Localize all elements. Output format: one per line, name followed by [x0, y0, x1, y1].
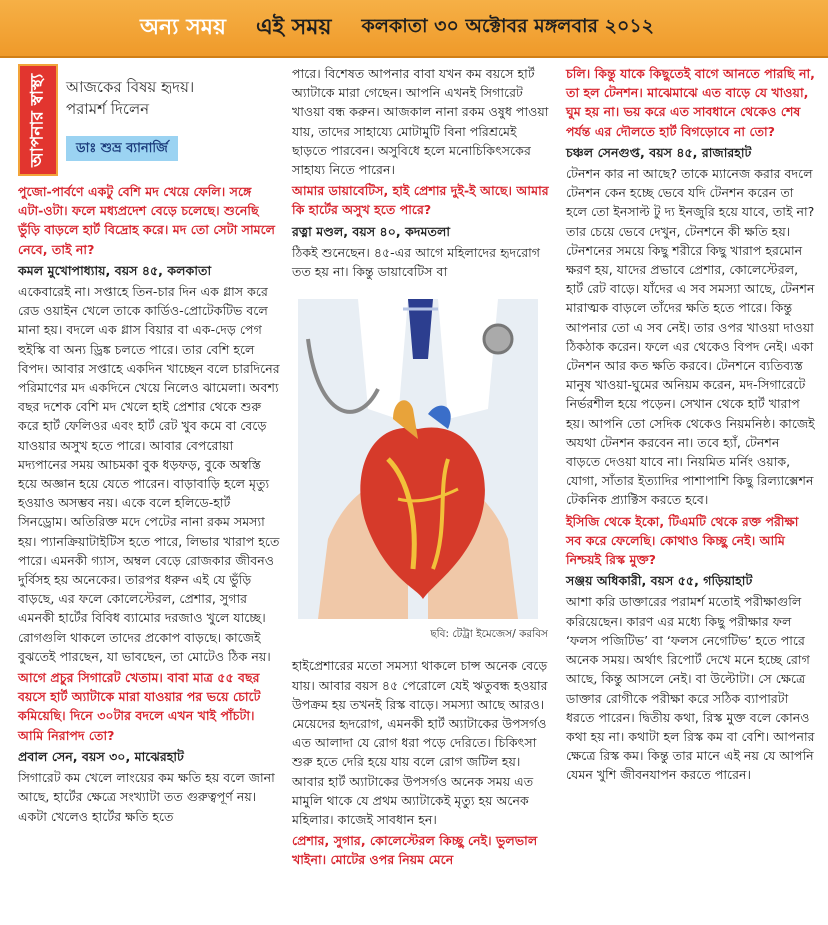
column-1-body [18, 182, 280, 826]
answer-text: আশা করি ডাক্তারের পরামর্শ মতোই পরীক্ষাগুলি করিয়েছেন। কারণ এর মধ্যে কিছু পরীক্ষার ফল ‘ফলস পজিটিভ’ বা ‘ফলস নেগেটিভ’ হতে পারে অনেক সময়। অর্থাৎ রিপোর্ট দেখে মনে হচ্ছে রোগ আছে, কিন্তু আসলে নেই। বা উল্টোটা। সে ক্ষেত্রে ডাক্তার রোগীকে পরীক্ষা করে সঠিক ব্যাপারটা ধরতে পারেন। দ্বিতীয় কথা, রিস্ক মুক্ত বলে কোনও কথা হয় না। কথাটা হল রিস্ক কম বা বেশি। আপনার ক্ষেত্রে রিস্ক কম। কিন্তু তার মানে এই নয় যে আপনি যেমন খুশি জীবনযাপন করতে পারেন। [566, 594, 815, 783]
answer-text: হাইপ্রেশারের মতো সমস্যা থাকলে চান্স অনেক বেড়ে যায়। আবার বয়স ৪৫ পেরোলে যেই ঋতুবন্ধ হওয়ার উপক্রম হয় তখনই রিস্ক বাড়ে। সমস্যা আছে আরও। মেয়েদের হৃদরোগ, এমনকী হার্ট অ্যাটাকের উপসর্গও এত আলাদা যে রোগ ধরা পড়ে দেরিতে। চিকিৎসা শুরু হতে দেরি হয়ে যায় বলে রোগ জটিল হয়। আবার হার্ট অ্যাটাকের উপসর্গও অনেক সময় এত মামুলি থাকে যে প্রথম অ্যাটাকেই মৃত্যু হয় অনেক মহিলার। কাজেই সাবধান হন। [292, 658, 548, 828]
topic-block [66, 76, 194, 120]
reader-name: প্রবাল সেন, বয়স ৩০, মাঝেরহাট [18, 748, 184, 764]
question-text: আগে প্রচুর সিগারেট খেতাম। বাবা মাত্র ৫৫ বছর বয়সে হার্ট অ্যাটাকে মারা যাওয়ার পর ভয়ে চোটে কমিয়েছি। দিনে ৩০টার বদলে এখন খাই পাঁচটা। আমি নিরাপদ তো? [18, 670, 261, 743]
topic-line: আজকের বিষয় হৃদয়। [66, 78, 195, 96]
question-text: প্রেশার, সুগার, কোলেস্টেরল কিচ্ছু নেই। ভুলভাল খাইনা। মোটের ওপর নিয়ম মেনে [292, 833, 538, 868]
column-header [18, 64, 280, 176]
column-3-body [566, 64, 816, 785]
reader-name: কমল মুখোপাধ্যায়, বয়স ৪৫, কলকাতা [18, 262, 212, 278]
column-2-top [292, 64, 554, 281]
advice-line: পরামর্শ দিলেন [66, 100, 150, 118]
column-1 [18, 64, 280, 828]
column-title: আপনার স্বাস্থ্য [18, 64, 58, 176]
column-2-bottom [292, 656, 554, 869]
heart-illustration [298, 299, 538, 619]
section-name: অন্য সময় [140, 13, 226, 40]
question-text: পুজো-পার্বণে একটু বেশি মদ খেয়ে ফেলি। সঙ্গে এটা-ওটা। ফলে মধ্যপ্রদেশ বেড়ে চলেছে। শুনেছি ভুঁড়ি বাড়লে হার্ট বিদ্রোহ করে। মদ তো সেটা সামলে নেবে, তাই না? [18, 184, 276, 257]
doctor-name: ডাঃ শুভ্র ব্যানার্জি [66, 136, 178, 161]
photo-credit: ছবি: টেট্রা ইমেজেস/ করবিস [430, 628, 548, 641]
reader-name: রত্না মণ্ডল, বয়স ৪০, কদমতলা [292, 223, 450, 239]
answer-text: একেবারেই না। সপ্তাহে তিন-চার দিন এক গ্লাস করে রেড ওয়াইন খেলে তাকে কার্ডিও-প্রোটেকটিভ বলে মানা হয়। বদলে এক গ্লাস বিয়ার বা এক-দেড় পেগ হুইস্কি বা অন্য ড্রিঙ্ক চলতে পারে। তার বেশি হলে বিপদ। আবার সপ্তাহে একদিন খাচ্ছেন বলে চারদিনের পরিমাণের মদ একদিনে খেয়ে নিলেও ঝামেলা। অবশ্য বছর দশেক বেশি মদ খেলে হাই প্রেশার থেকে শুরু করে হার্ট ফেলিওর এবং হার্ট রেট খুব কমে বা বেড়ে যাওয়ার অসুখ হতে পারে। আবার বেপরোয়া মদ্যপানের সময় আচমকা বুক ধড়ফড়, বুকে অস্বস্তি হয়ে অজ্ঞান হয়ে যেতে পারেন। বাড়াবাড়ি হলে মৃত্যু হওয়াও অসম্ভব নয়। একে বলে হলিডে-হার্ট সিনড্রোম। অতিরিক্ত মদে পেটের নানা রকম সমস্যা হয়। প্যানক্রিয়াটাইটিস হতে পারে, লিভার খারাপ হতে পারে। এমনকী গ্যাস, অম্বল বেড়ে রোজকার জীবনও দুর্বিসহ হয় অনেকের। তারপর ধরুন এই যে ভুঁড়ি বাড়ছে, এর ফলে কোলেস্টেরল, প্রেশার, সুগার এমনকী হার্টের বিবিধ ব্যামোর দরজাও খুলে যাচ্ছে। রোগগুলি থাকলে তাদের প্রকোপ বাড়ছে। কাজেই বুঝতেই পারছেন, যা ভাবছেন, তা মোটেও ঠিক নয়। [18, 284, 280, 664]
column-3 [566, 64, 816, 787]
answer-text: সিগারেট কম খেলে লাংয়ের কম ক্ষতি হয় বলে জানা আছে, হার্টের ক্ষেত্রে সংখ্যাটা তত গুরুত্বপূর্ণ নয়। একটা খেলেও হার্টের ক্ষতি হতে [18, 770, 275, 824]
answer-text: টেনশন কার না আছে? তাকে ম্যানেজ করার বদলে টেনশন কেন হচ্ছে ভেবে যদি টেনশন করেন তা হলে তো ইনসাল্ট টু দ্য ইনজুরি হয়ে যাবে, তাই না? তার চেয়ে ভেবে দেখুন, টেনশনে কী ক্ষতি হয়। টেনশনের সময়ে কিছু শরীরে কিছু খারাপ হরমোন ক্ষরণ হয়, যাদের প্রভাবে প্রেশার, কোলেস্টেরল, হার্ট রেট বাড়ে। যাঁদের এ সব সমস্যা আছে, টেনশন মারাত্মক বাড়লে তাঁদের ক্ষতি হতে পারে। কিন্তু আপনার তো এ সব নেই। তার ওপর খাওয়া দাওয়া ঠিকঠাক করেন। ফলে এর থেকেও বিপদ নেই। একা টেনশন আর কত ক্ষতি করবে। টেনশনে ব্যতিব্যস্ত মানুষ খাওয়া-ঘুমের অনিয়ম করেন, মদ-সিগারেটে নির্ভরশীল হয়ে পড়েন। সেখান থেকে হার্ট খারাপ হয়। আপনি তো সেদিক থেকেও নিয়মনিষ্ঠ। কাজেই অযথা টেনশন করবেন না। তবে হ্যাঁ, টেনশন বাড়তে দেওয়া যাবে না। নিয়মিত মর্নিং ওয়াক, যোগা, সাঁতার ইত্যাদির পাশাপাশি কিছু রিল্যাক্সেশন টেকনিক প্র্যাক্টিস করতে হবে। [566, 166, 815, 508]
answer-text: পারে। বিশেষত আপনার বাবা যখন কম বয়সে হার্ট অ্যাটাকে মারা গেছেন। আপনি এখনই সিগারেট খাওয়া বন্ধ করুন। আজকাল নানা রকম ওষুধ পাওয়া যায়, তাদের সাহায্যে মোটামুটি বিনা পরিশ্রমেই ছাড়তে পারবেন। অসুবিধে হলে মনোচিকিৎসকের সাহায্য নিতে পারেন। [292, 66, 549, 178]
dateline: কলকাতা ৩০ অক্টোবর মঙ্গলবার ২০১২ [361, 15, 655, 37]
question-text: চলি। কিন্তু যাকে কিছুতেই বাগে আনতে পারছি না, তা হল টেনশন। মাঝেমাঝে এত বাড়ে যে খাওয়া, ঘুম হয় না। ভয় করে এত সাবধানে থেকেও শেষ পর্যন্ত এর দৌলতে হার্ট বিগড়োবে না তো? [566, 66, 815, 139]
column-2 [292, 64, 554, 872]
heart-in-hands-photo [298, 299, 538, 619]
reader-name: সঞ্জয় অধিকারী, বয়স ৫৫, গড়িয়াহাট [566, 573, 753, 589]
question-text: ইসিজি থেকে ইকো, টিএমটি থেকে রক্ত পরীক্ষা সব করে ফেলেছি। কোথাও কিচ্ছু নেই। আমি নিশ্চয়ই রিস্ক মুক্ত? [566, 513, 799, 568]
question-text: আমার ডায়াবেটিস, হাই প্রেশার দুই-ই আছে। আমার কি হার্টের অসুখ হতে পারে? [292, 183, 549, 218]
reader-name: চঞ্চল সেনগুপ্ত, বয়স ৪৫, রাজারহাট [566, 144, 752, 160]
answer-text: ঠিকই শুনেছেন। ৪৫-এর আগে মহিলাদের হৃদরোগ তত হয় না। কিন্তু ডায়াবেটিস বা [292, 244, 541, 280]
masthead-banner [0, 0, 828, 58]
newspaper-name: এই সময় [255, 13, 332, 40]
